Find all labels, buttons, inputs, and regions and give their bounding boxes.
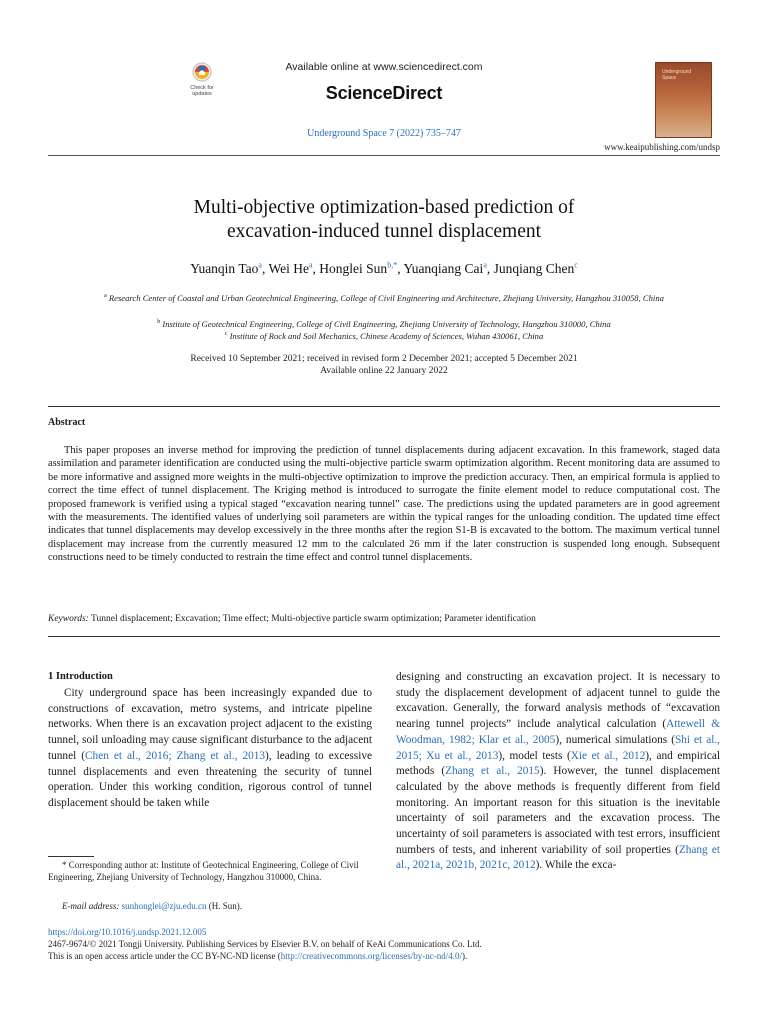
left-column [48,686,372,812]
keywords-line [48,614,720,624]
affiliation-b-text: Institute of Geotechnical Engineering, College of Civil Engineering, Zhejiang University of Technology, Hangzhou 310000, China [162,319,611,329]
journal-reference-link[interactable]: Underground Space 7 (2022) 735–747 [307,128,461,139]
received-dates: Received 10 September 2021; received in revised form 2 December 2021; accepted 5 December 2021 [190,354,578,364]
citation-link[interactable]: Shi et al., 2015; Xu et al., 2013 [396,733,720,762]
license-line [48,951,467,961]
citation-link[interactable]: Attewell & Woodman, 1982; Klar et al., 2005 [396,718,720,746]
badge-line-2: updates [192,91,212,97]
author-list: Yuanqin Tao$^a$, Wei He$^a$, Honglei Sun$^{b,*}$, Yuanqiang Cai$^a$, Junqiang Chen$^c$ [190,260,578,276]
affiliation-marker: c [224,331,228,338]
abstract-body [48,444,720,565]
author-name[interactable]: Yuanqin Tao [190,261,259,276]
footnote-text: * Corresponding author at: Institute of Geotechnical Engineering, College of Civil Engineering, Zhejiang University of Technology, Hangzhou 310000, China. [48,860,359,882]
intro-paragraph [48,686,372,812]
online-date: Available online 22 January 2022 [320,366,448,376]
abstract-text: This paper proposes an inverse method for improving the prediction of tunnel displacements during adjacent excavation. In this framework, staged data assimilation and parameter identification are conducted using the multi-objective particle swarm optimization algorithm. Recent monitoring data are assumed to be more informative and assigned more weights in the multi-objective optimization to improve the prediction accuracy. Then, an empirical formula is applied to correct the time effect of tunnel displacement. The Kriging method is introduced to surrogate the finite element model to reduce computational cost. The proposed framework is verified using a typical staged “excavation nearing tunnel” case. The predictions using the updated parameters are in good agreement with the measurements. The identified values of underlying soil parameters are within the typical ranges for the unloading condition. The updated time effect indicates that tunnel displacements may develop excessively in the three months after the region S1-B is excavated to the bottom. The maximum vertical tunnel displacement may increase from the currently measured 12 mm to the calculated 26 mm if the later construction is suspended long enough. Subsequent constructions need to be timely conducted to restrain the time effect and control tunnel displacements. [48,445,720,564]
affiliation-a [60,292,708,304]
journal-cover-image[interactable] [655,62,712,138]
available-online-text: Available online at www.sciencedirect.com [285,61,483,73]
badge-line-1: Check for [190,85,214,91]
email-link[interactable]: sunhonglei@zju.edu.cn [121,901,207,911]
affiliation-a-text: Research Center of Coastal and Urban Geotechnical Engineering, College of Civil Engineering and Architecture, Zhejiang University, Hangzhou 310058, China [108,293,664,303]
author-affil-sup[interactable]: a [308,260,313,270]
citation-link[interactable]: Zhang et al., 2015 [445,765,540,778]
corresponding-author-footnote [48,859,372,883]
intro-text: ), leading to excessive tunnel displacements and even threatening the security of tunnel operation. Under this working condition, rigorous control of tunnel displacement should be taken while [48,749,372,809]
intro-text: designing and constructing an excavation project. It is necessary to study the displacement development of adjacent tunnel to guide the excavation. Generally, the forward analysis methods of “excavation nearing tunnel projects” include analytical calculation ( [396,671,720,731]
author-name[interactable]: Yuanqiang Cai [403,261,484,276]
right-column [396,670,720,874]
keywords-text: Tunnel displacement; Excavation; Time effect; Multi-objective particle swarm optimization; Parameter identification [91,614,536,624]
doi-link[interactable]: https://doi.org/10.1016/j.undsp.2021.12.005 [48,927,207,937]
header-divider [48,155,720,156]
keywords-label: Keywords: [48,614,89,624]
intro-text: ). While the exca- [535,859,617,872]
intro-paragraph-continued [396,670,720,874]
affiliation-marker: b [157,319,161,326]
footnote-divider [48,856,94,857]
intro-text: ), model tests ( [498,749,571,762]
article-title [0,196,768,244]
email-label: E-mail address: [62,901,120,911]
affiliation-c-text: Institute of Rock and Soil Mechanics, Chinese Academy of Sciences, Wuhan 430061, China [229,331,544,341]
title-line-1: Multi-objective optimization-based prediction of [193,197,575,218]
license-suffix: ). [461,951,468,961]
author-affil-sup[interactable]: a [483,260,487,270]
author-affil-sup[interactable]: c [574,260,578,270]
article-dates [0,353,768,377]
license-prefix: This is an open access article under the CC BY-NC-ND license ( [48,951,281,961]
abstract-top-divider [48,406,720,407]
intro-text: ), and empirical methods ( [396,749,720,778]
affiliation-b [0,318,768,330]
author-affil-sup[interactable]: b,* [387,260,398,270]
author-affil-sup[interactable]: a [258,260,262,270]
sciencedirect-logo[interactable]: ScienceDirect [325,83,443,103]
intro-text: ), numerical simulations ( [555,733,675,746]
author-name[interactable]: Wei He [268,261,309,276]
affiliation-c [0,330,768,342]
cover-title-line-1: Underground [662,69,692,75]
title-line-2: excavation-induced tunnel displacement [226,221,542,242]
intro-text: ). However, the tunnel displacement calculated by the above methods is frequently different from field monitoring. An important reason for this situation is the inevitable uncertainty of soil parameters and the excavation process. The uncertainty of soil parameters is associated with test errors, insufficient numbers of tests, and inherent variability of soil properties ( [396,765,720,856]
intro-text: City underground space has been increasingly expanded due to constructions of excavation, metro systems, and intricate pipeline networks. When there is an excavation project adjacent to the existing tunnel, soil unloading may cause significant disturbance to the adjacent tunnel ( [48,687,372,762]
citation-link[interactable]: Zhang et al., 2021a, 2021b, 2021c, 2012 [396,843,720,872]
publisher-url[interactable]: www.keaipublishing.com/undsp [604,142,720,152]
affiliation-marker: a [104,293,107,300]
abstract-bottom-divider [48,636,720,637]
author-name[interactable]: Junqiang Chen [493,261,575,276]
citation-link[interactable]: Xie et al., 2012 [570,749,646,762]
citation-link[interactable]: Chen et al., 2016; Zhang et al., 2013 [85,749,266,762]
email-suffix: (H. Sun). [206,901,242,911]
email-footnote [48,900,372,912]
section-heading-introduction: 1 Introduction [48,671,113,682]
copyright-text: 2467-9674/© 2021 Tongji University. Publishing Services by Elsevier B.V. on behalf of KeAi Communications Co. Ltd. [48,939,482,949]
author-name[interactable]: Honglei Sun [319,261,388,276]
cover-title-line-2: Space [662,75,677,81]
abstract-heading: Abstract [48,417,86,428]
license-link[interactable]: http://creativecommons.org/licenses/by-nc-nd/4.0/ [280,951,462,961]
